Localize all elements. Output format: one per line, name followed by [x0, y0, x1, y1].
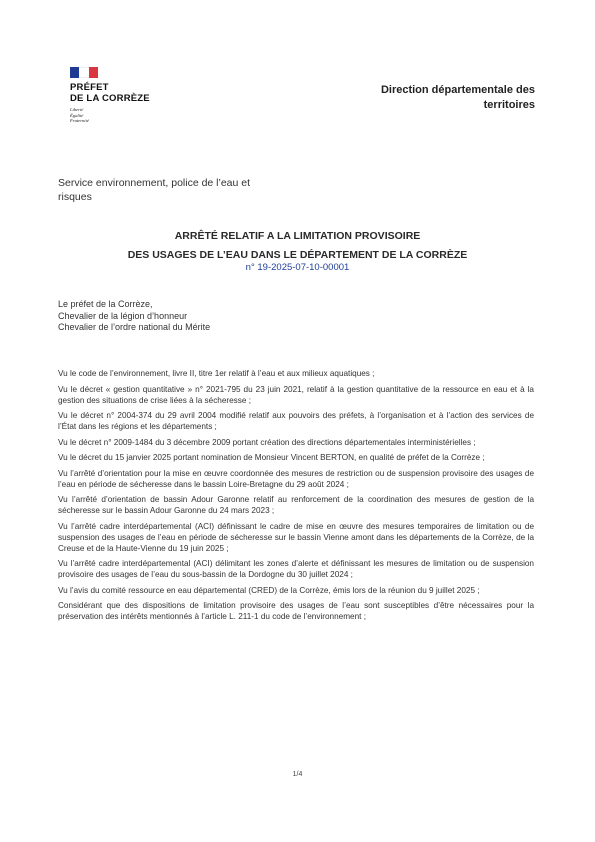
visa-paragraph: Vu le décret « gestion quantitative » n° 2021-795 du 23 juin 2021, relatif à la gestion quantitative de la ressource en eau et à la gestion des situations de crise liées à la sécheresse ; [58, 384, 534, 405]
visa-paragraph: Vu l’avis du comité ressource en eau départemental (CRED) de la Corrèze, émis lors de la réunion du 9 juillet 2025 ; [58, 585, 480, 595]
visa-paragraph: Vu le code de l’environnement, livre II, titre 1er relatif à l’eau et aux milieux aquatiques ; [58, 369, 375, 378]
decree-title-line-2: DES USAGES DE L’EAU DANS LE DÉPARTEMENT DE LA CORRÈZE [127, 249, 468, 261]
page-number: 1/4 [292, 771, 303, 778]
visa-paragraph: Vu l’arrêté cadre interdépartemental (ACI) délimitant les zones d’alerte et définissant les mesures de limitation ou de suspension provisoire des usages de l’eau du sous-bassin de la Dordogne du 30 juillet 2024 ; [58, 559, 534, 579]
logo-line-2: DE LA CORRÈZE [70, 93, 150, 104]
motto-egalite: Égalité [70, 112, 84, 118]
visa-paragraph: Vu le décret n° 2009-1484 du 3 décembre 2009 portant création des directions départementales interministérielles ; [58, 437, 476, 447]
motto-fraternite: Fraternité [70, 118, 89, 124]
decree-body [58, 368, 534, 627]
visa-paragraph: Vu l’arrêté d’orientation de bassin Adour Garonne relatif au renforcement de la coordination des mesures de gestion de la sécheresse sur le bassin Adour Garonne du 24 mars 2023 ; [58, 495, 534, 515]
signatory-line: Le préfet de la Corrèze, [58, 299, 153, 309]
visa-paragraph: Vu le décret du 15 janvier 2025 portant nomination de Monsieur Vincent BERTON, en qualité de préfet de la Corrèze ; [58, 453, 485, 462]
signatory-line: Chevalier de la légion d’honneur [58, 310, 188, 321]
motto-liberte: Liberté [70, 107, 84, 112]
decree-reference-number: n° 19-2025-07-10-00001 [245, 262, 350, 273]
republic-motto [70, 107, 180, 124]
signatory-block [58, 299, 358, 334]
signatory-line: Chevalier de l’ordre national du Mérite [58, 322, 211, 332]
visa-paragraph: Vu l’arrêté d’orientation pour la mise en œuvre coordonnée des mesures de restriction ou de suspension provisoire des usages de l’eau en période de sécheresse dans le bassin Loire-Bretagne du 29 août 2024 ; [58, 468, 534, 489]
visa-paragraph: Vu l’arrêté cadre interdépartemental (ACI) définissant le cadre de mise en œuvre des mesures temporaires de limitation ou de suspension des usages de l’eau en période de sécheresse sur le bassin Vienne amont dans les départements de la Corrèze, de la Creuse et de la Haute-Vienne du 19 juin 2025 ; [58, 521, 534, 553]
direction-name: Direction départementale des territoires [380, 84, 535, 111]
visa-paragraph: Vu le décret n° 2004-374 du 29 avril 2004 modifié relatif aux pouvoirs des préfets, à l’organisation et à l’action des services de l’État dans les régions et les départements ; [58, 411, 534, 431]
logo-line-1: PRÉFET [70, 82, 109, 93]
marianne-flag-icon [70, 67, 98, 78]
decree-title-line-1: ARRÊTÉ RELATIF A LA LIMITATION PROVISOIRE [174, 230, 421, 242]
considerant-paragraph: Considérant que des dispositions de limitation provisoire des usages de l’eau sont susceptibles d’être nécessaires pour la préservation des intérêts mentionnés à l’article L. 211-1 du code de l’environnement ; [58, 601, 534, 621]
prefecture-logo [70, 67, 180, 124]
service-name: Service environnement, police de l’eau et risques [58, 177, 251, 203]
